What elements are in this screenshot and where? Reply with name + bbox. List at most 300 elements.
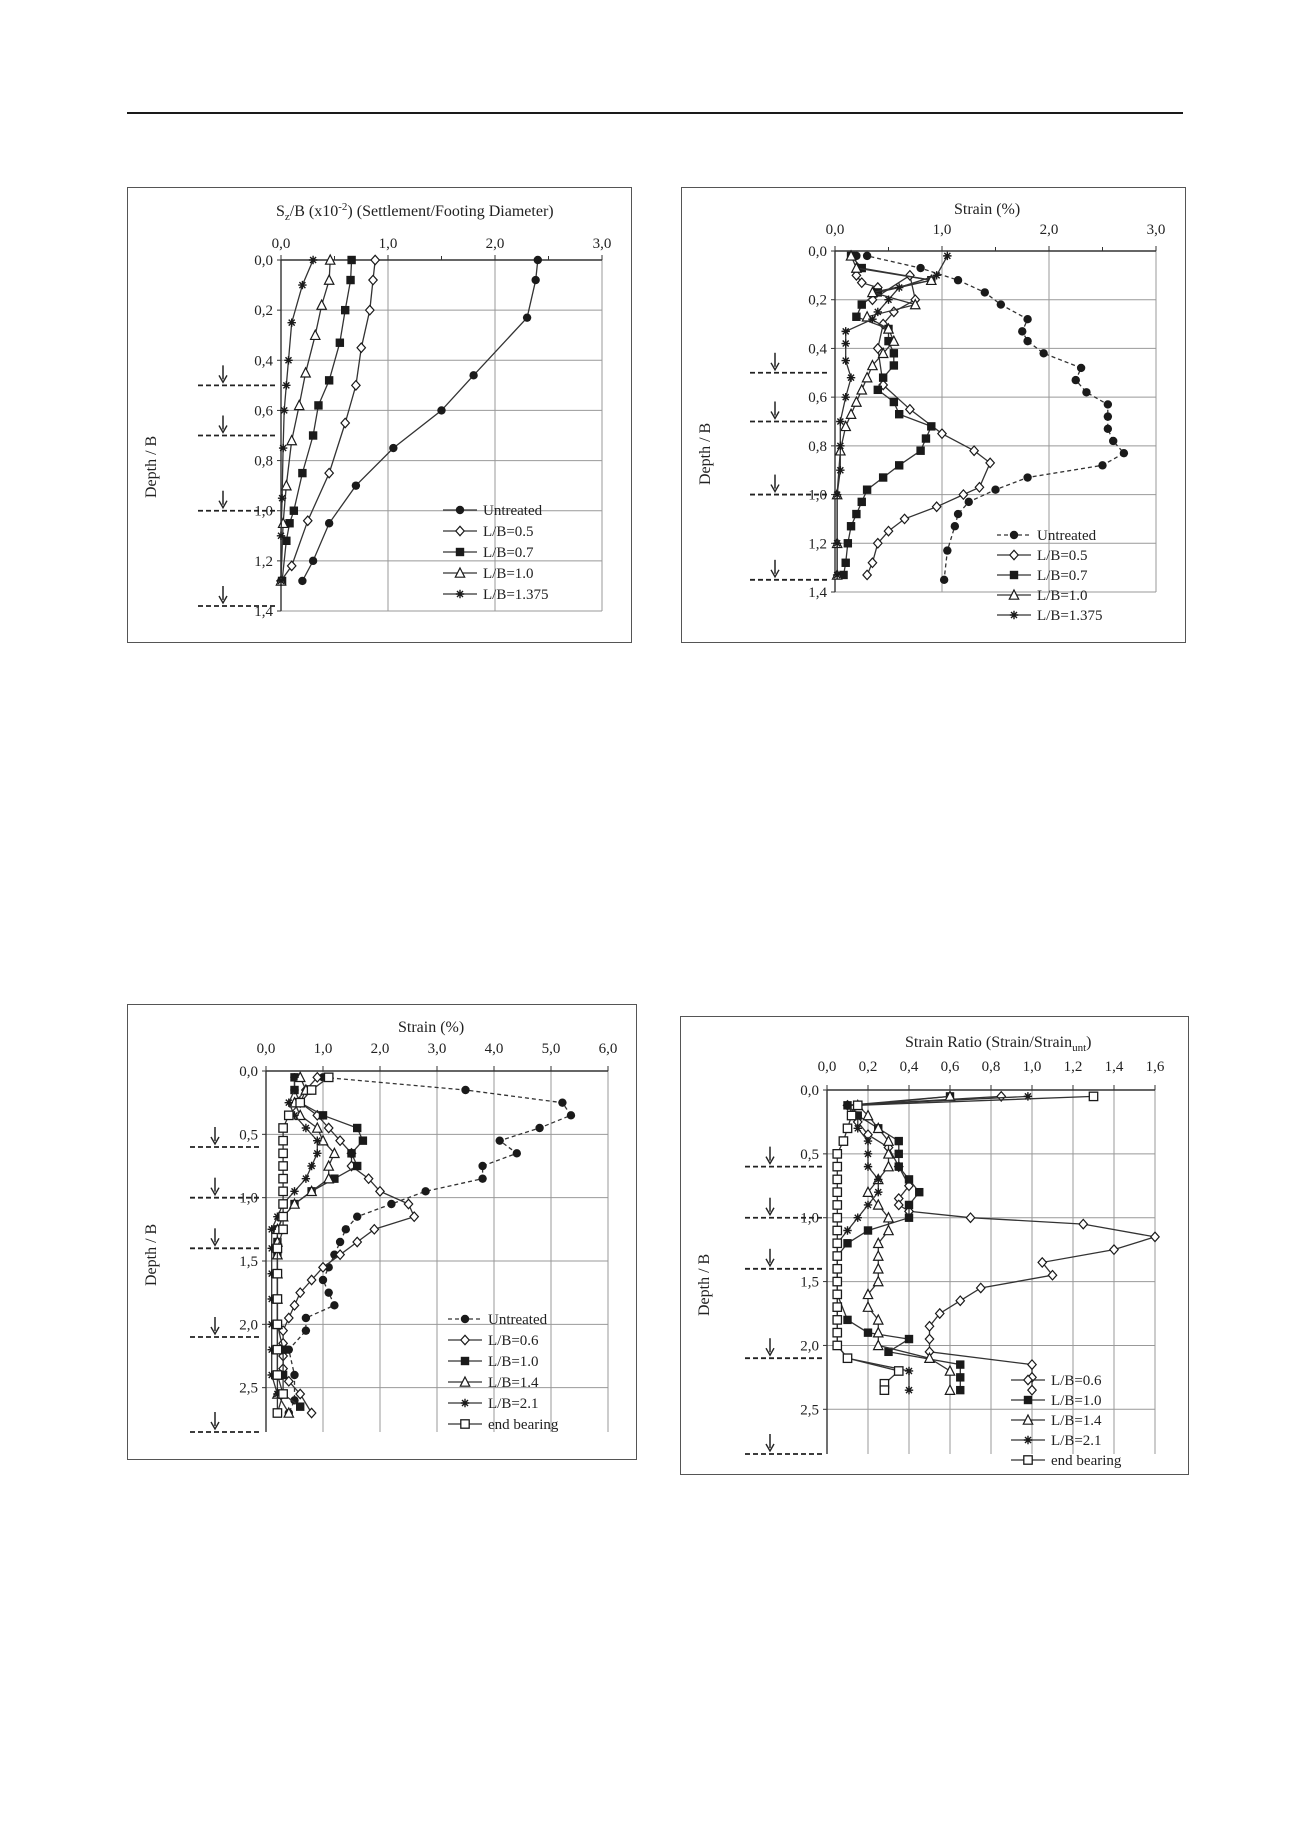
data-point (309, 431, 317, 439)
data-point (970, 446, 978, 455)
y-tick-label: 1,5 (239, 1254, 258, 1270)
data-point (478, 1174, 486, 1182)
chart-panel-strain-ratio (680, 1016, 1189, 1475)
data-point (313, 1136, 321, 1144)
data-point (890, 361, 898, 369)
y-axis-title: Depth / B (696, 1253, 713, 1316)
y-axis-title: Depth / B (697, 422, 714, 485)
data-point (296, 1098, 304, 1106)
data-point (895, 461, 903, 469)
data-point (341, 418, 349, 427)
y-tick-label: 0,2 (808, 292, 827, 309)
data-point (279, 1200, 287, 1208)
data-point (843, 1226, 851, 1234)
data-point (956, 1296, 964, 1305)
data-point (279, 1149, 287, 1157)
data-point (357, 343, 365, 352)
x-axis-title: $S_z/B$ $(x10^{-2})$ (Settlement/Footing Diameter) (276, 201, 554, 223)
data-point (1109, 437, 1117, 445)
data-point (325, 376, 333, 384)
data-point (273, 1244, 281, 1252)
data-point (469, 371, 477, 379)
data-point (535, 1124, 543, 1132)
data-point (833, 1214, 841, 1222)
legend-label: Untreated (488, 1312, 548, 1328)
x-tick-label: 3,0 (1146, 222, 1166, 238)
y-tick-label: 0,4 (254, 353, 273, 370)
data-point (833, 490, 841, 498)
data-point (325, 468, 333, 477)
data-point (279, 1225, 287, 1233)
data-point (314, 401, 322, 409)
legend-label: end bearing (488, 1417, 559, 1433)
data-point (273, 1320, 281, 1328)
data-point (842, 393, 850, 401)
data-point (534, 256, 542, 264)
data-point (273, 1269, 281, 1277)
data-point (966, 1213, 974, 1222)
data-point (833, 1226, 841, 1234)
y-tick-label: 0,0 (239, 1064, 258, 1080)
data-point (833, 1265, 841, 1273)
data-point (954, 276, 962, 284)
pile-tip-marker (750, 560, 830, 580)
data-point (833, 571, 841, 579)
data-point (879, 473, 887, 481)
legend-label: L/B=0.5 (1037, 548, 1088, 564)
data-point (847, 373, 855, 381)
data-point (531, 276, 539, 284)
data-point (1104, 425, 1112, 433)
data-point (905, 1367, 913, 1375)
data-point (298, 577, 306, 585)
data-point (352, 381, 360, 390)
data-point (1120, 449, 1128, 457)
data-point (302, 1124, 310, 1132)
data-point (836, 417, 844, 425)
data-point (922, 434, 930, 442)
data-point (1151, 1232, 1159, 1241)
data-point (864, 1150, 872, 1158)
x-tick-label: 3,0 (427, 1041, 447, 1057)
data-point (1039, 349, 1047, 357)
data-point (389, 444, 397, 452)
legend-marker (461, 1335, 469, 1344)
data-point (279, 1174, 287, 1182)
pile-tip-marker (198, 586, 276, 606)
legend-label: Untreated (1037, 528, 1097, 544)
data-point (558, 1098, 566, 1106)
data-point (319, 1111, 327, 1119)
data-point (905, 1386, 913, 1394)
x-axis-title: Strain (%) (954, 201, 1021, 218)
data-point (359, 1136, 367, 1144)
data-point (843, 1316, 851, 1324)
data-point (916, 264, 924, 272)
chart-svg (128, 188, 632, 643)
data-point (874, 1264, 883, 1273)
data-point (991, 486, 999, 494)
legend-label: L/B=1.0 (488, 1354, 539, 1370)
data-point (905, 1175, 913, 1183)
data-point (833, 1162, 841, 1170)
data-point (290, 1086, 298, 1094)
x-tick-label: 0,0 (271, 236, 291, 252)
y-tick-label: 0,6 (808, 390, 827, 407)
data-point (895, 1367, 903, 1375)
data-point (943, 546, 951, 554)
legend-marker (1010, 571, 1018, 579)
data-point (864, 1137, 872, 1145)
y-tick-label: 0,0 (808, 244, 827, 260)
series-line (281, 260, 375, 581)
data-point (1023, 315, 1031, 323)
data-point (273, 1371, 281, 1379)
y-tick-label: 0,0 (254, 253, 273, 269)
y-tick-label: 0,0 (800, 1083, 819, 1099)
data-point (273, 1345, 281, 1353)
data-point (1104, 412, 1112, 420)
data-point (857, 385, 866, 394)
x-tick-label: 1,0 (1022, 1059, 1042, 1075)
data-point (854, 1124, 862, 1132)
legend-label: L/B=2.1 (488, 1396, 539, 1412)
data-point (843, 1101, 851, 1109)
series-line (281, 260, 313, 581)
data-point (298, 469, 306, 477)
data-point (513, 1149, 521, 1157)
data-point (852, 397, 861, 406)
data-point (833, 1328, 841, 1336)
data-point (945, 1385, 954, 1394)
data-point (309, 256, 317, 264)
legend-label: L/B=0.6 (1051, 1373, 1102, 1389)
data-point (915, 1188, 923, 1196)
data-point (916, 447, 924, 455)
data-point (895, 283, 903, 291)
y-axis-title: Depth / B (143, 435, 160, 498)
y-axis-title: Depth / B (143, 1223, 160, 1286)
data-point (945, 1366, 954, 1375)
data-point (890, 398, 898, 406)
x-tick-label: 1,0 (378, 236, 398, 252)
data-point (313, 1149, 321, 1157)
x-tick-label: 1,2 (1063, 1059, 1083, 1075)
data-point (932, 271, 940, 279)
data-point (858, 300, 866, 308)
data-point (1089, 1092, 1097, 1100)
data-point (478, 1162, 486, 1170)
legend-label: L/B=1.0 (1051, 1393, 1102, 1409)
legend-label: L/B=0.6 (488, 1333, 539, 1349)
data-point (279, 1162, 287, 1170)
data-point (836, 442, 844, 450)
y-tick-label: 2,0 (239, 1317, 258, 1334)
data-point (874, 1251, 883, 1260)
data-point (307, 1408, 315, 1417)
data-point (353, 1162, 361, 1170)
data-point (862, 373, 871, 382)
data-point (1072, 376, 1080, 384)
x-tick-label: 1,6 (1145, 1059, 1165, 1075)
legend-label: L/B=0.7 (1037, 568, 1088, 584)
chart-svg (681, 1017, 1189, 1475)
data-point (1028, 1360, 1036, 1369)
data-point (277, 532, 285, 540)
data-point (927, 422, 935, 430)
data-point (858, 498, 866, 506)
data-point (330, 1301, 338, 1309)
data-point (1023, 473, 1031, 481)
chart-svg (128, 1005, 637, 1460)
data-point (895, 1150, 903, 1158)
data-point (868, 315, 876, 323)
legend-marker (456, 526, 464, 535)
y-tick-label: 1,0 (808, 487, 827, 504)
y-tick-label: 0,6 (254, 403, 273, 420)
y-tick-label: 1,0 (239, 1190, 258, 1207)
data-point (461, 1086, 469, 1094)
legend-marker (1010, 550, 1018, 559)
data-point (307, 1162, 315, 1170)
data-point (301, 368, 310, 377)
data-point (279, 1212, 287, 1220)
data-point (863, 570, 871, 579)
data-point (852, 510, 860, 518)
legend-label: L/B=1.0 (483, 566, 534, 582)
x-tick-label: 2,0 (485, 236, 505, 252)
legend-label: L/B=1.4 (488, 1375, 539, 1391)
x-tick-label: 1,4 (1104, 1059, 1124, 1075)
data-point (353, 1237, 361, 1246)
data-point (956, 1360, 964, 1368)
x-tick-label: 0,8 (981, 1059, 1001, 1075)
x-axis-title: Strain (%) (398, 1019, 465, 1036)
gridlines (835, 251, 1156, 592)
data-point (842, 327, 850, 335)
data-point (880, 1386, 888, 1394)
legend-label: L/B=1.375 (483, 587, 549, 603)
data-point (874, 308, 882, 316)
data-point (325, 1288, 333, 1296)
data-point (833, 1239, 841, 1247)
legend-marker (1010, 531, 1018, 539)
data-point (1079, 1219, 1087, 1228)
data-point (282, 381, 290, 389)
data-point (884, 296, 892, 304)
data-point (854, 1101, 862, 1109)
series-line (856, 275, 990, 575)
data-point (410, 1212, 418, 1221)
legend (443, 503, 549, 603)
data-point (317, 300, 326, 309)
data-point (336, 1250, 344, 1259)
gridlines (281, 260, 602, 611)
data-point (273, 1409, 281, 1417)
data-point (302, 1326, 310, 1334)
data-point (319, 1276, 327, 1284)
x-tick-label: 2,0 (1039, 222, 1059, 238)
data-point (336, 339, 344, 347)
data-point (387, 1200, 395, 1208)
legend-label: end bearing (1051, 1453, 1122, 1469)
data-point (1018, 327, 1026, 335)
pile-tip-marker (745, 1434, 823, 1454)
y-tick-label: 2,5 (800, 1402, 819, 1419)
legend-marker (461, 1420, 469, 1428)
data-point (951, 522, 959, 530)
data-point (833, 1316, 841, 1324)
y-tick-label: 1,2 (254, 553, 273, 570)
data-point (404, 1199, 412, 1208)
data-point (842, 339, 850, 347)
data-point (833, 1175, 841, 1183)
data-point (925, 1334, 933, 1343)
legend-marker (461, 1357, 469, 1365)
data-point (279, 1136, 287, 1144)
legend-marker (456, 590, 464, 598)
data-point (868, 558, 876, 567)
legend (448, 1312, 559, 1433)
data-point (285, 1111, 293, 1119)
legend-label: L/B=1.375 (1037, 608, 1103, 624)
data-point (288, 318, 296, 326)
y-tick-label: 0,8 (254, 453, 273, 470)
data-point (833, 1201, 841, 1209)
data-point (833, 539, 841, 547)
series-l-b-1-375 (277, 256, 318, 585)
data-point (1098, 461, 1106, 469)
y-tick-label: 0,5 (239, 1127, 258, 1144)
data-point (278, 494, 286, 502)
data-point (336, 1238, 344, 1246)
data-point (932, 502, 940, 511)
data-point (836, 466, 844, 474)
chart-panel-strain-untreated (681, 187, 1186, 643)
legend-marker (456, 506, 464, 514)
x-tick-label: 0,6 (940, 1059, 960, 1075)
data-point (307, 1086, 315, 1094)
y-tick-label: 1,0 (254, 503, 273, 520)
data-point (309, 557, 317, 565)
data-point (833, 1290, 841, 1298)
series-l-b-2-1 (833, 1092, 1032, 1394)
legend-label: Untreated (483, 503, 543, 519)
legend-marker (461, 1315, 469, 1323)
data-point (842, 356, 850, 364)
legend-marker (461, 1399, 469, 1407)
data-point (895, 410, 903, 418)
data-point (353, 1124, 361, 1132)
data-point (1028, 1385, 1036, 1394)
data-point (884, 1225, 893, 1234)
data-point (833, 1252, 841, 1260)
data-point (325, 1073, 333, 1081)
data-point (273, 1295, 281, 1303)
data-point (839, 1137, 847, 1145)
data-point (366, 305, 374, 314)
data-point (294, 400, 303, 409)
x-tick-label: 0,2 (858, 1059, 878, 1075)
data-point (986, 458, 994, 467)
legend-marker (1010, 611, 1018, 619)
data-point (280, 406, 288, 414)
header-rule (127, 112, 1183, 114)
data-point (847, 522, 855, 530)
data-point (874, 1328, 883, 1337)
data-point (353, 1212, 361, 1220)
data-point (905, 1214, 913, 1222)
data-point (956, 1386, 964, 1394)
y-tick-label: 0,5 (800, 1146, 819, 1163)
data-point (279, 1187, 287, 1195)
data-point (965, 498, 973, 506)
data-point (324, 1161, 333, 1170)
data-point (864, 1201, 872, 1209)
data-point (890, 349, 898, 357)
x-tick-label: 5,0 (541, 1041, 561, 1057)
data-point (341, 306, 349, 314)
data-point (905, 1201, 913, 1209)
data-point (943, 252, 951, 260)
data-point (342, 1225, 350, 1233)
data-point (1104, 400, 1112, 408)
data-point (981, 288, 989, 296)
data-point (279, 444, 287, 452)
y-tick-label: 0,8 (808, 438, 827, 455)
x-tick-label: 0,4 (899, 1059, 919, 1075)
data-point (313, 1123, 322, 1132)
data-point (843, 1354, 851, 1362)
data-point (302, 1174, 310, 1182)
x-axis-title: Strain Ratio (Strain/Strain$_{unt}$) (905, 1034, 1092, 1054)
data-point (287, 436, 296, 445)
legend (997, 528, 1103, 624)
y-tick-label: 1,2 (808, 536, 827, 553)
data-point (1110, 1245, 1118, 1254)
data-point (895, 1162, 903, 1170)
x-tick-label: 6,0 (598, 1041, 618, 1057)
x-tick-label: 1,0 (313, 1041, 333, 1057)
legend-label: L/B=1.0 (1037, 588, 1088, 604)
data-point (352, 481, 360, 489)
legend (1011, 1373, 1122, 1469)
legend-label: L/B=2.1 (1051, 1433, 1102, 1449)
data-point (285, 1098, 293, 1106)
data-point (854, 1214, 862, 1222)
data-point (938, 429, 946, 438)
data-point (959, 490, 967, 499)
data-point (290, 507, 298, 515)
data-point (956, 1373, 964, 1381)
data-point (284, 356, 292, 364)
y-tick-label: 2,0 (800, 1338, 819, 1355)
data-point (843, 1239, 851, 1247)
data-point (302, 1314, 310, 1322)
data-point (863, 252, 871, 260)
data-point (1077, 364, 1085, 372)
data-point (346, 276, 354, 284)
data-point (324, 275, 333, 284)
data-point (567, 1111, 575, 1119)
chart-panel-settlement (127, 187, 632, 643)
legend-label: L/B=0.5 (483, 524, 534, 540)
data-point (1023, 337, 1031, 345)
x-tick-label: 3,0 (592, 236, 612, 252)
data-point (296, 1402, 304, 1410)
data-point (997, 300, 1005, 308)
y-tick-label: 2,5 (239, 1380, 258, 1397)
